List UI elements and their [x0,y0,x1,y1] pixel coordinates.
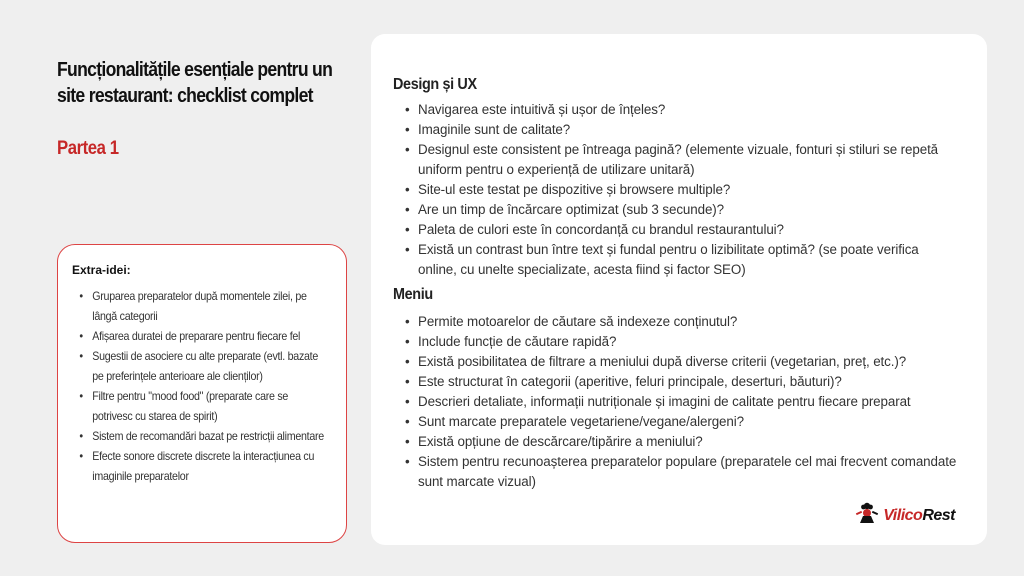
page-title: Funcționalitățile esențiale pentru un site restaurant: checklist complet [57,59,333,107]
part-label: Partea 1 [57,138,119,159]
list-item: • Există opțiune de descărcare/tipărire a meniului? [393,432,961,452]
list-item: • Navigarea este intuitivă și ușor de înțeles? [393,100,961,120]
list-item: • Gruparea preparatelor după momentele zilei, pe lângă categorii [72,287,330,327]
list-item: • Are un timp de încărcare optimizat (sub 3 secunde)? [393,200,961,220]
vilicorest-logo [855,502,955,529]
design-ux-list [393,100,961,280]
list-item: • Imaginile sunt de calitate? [393,120,961,140]
extra-ideas-list [72,287,332,487]
list-item: • Permite motoarelor de căutare să indexeze conținutul? [393,312,961,332]
extra-ideas-heading: Extra-idei: [72,263,131,277]
list-item: • Sistem de recomandări bazat pe restricții alimentare [72,427,330,447]
list-item: • Există posibilitatea de filtrare a meniului după diverse criterii (vegetarian, preț, etc.)? [393,352,961,372]
extra-ideas-box [57,244,347,543]
list-item: • Sunt marcate preparatele vegetariene/vegane/alergeni? [393,412,961,432]
menu-list [393,312,961,492]
list-item: • Sugestii de asociere cu alte preparate (evtl. bazate pe preferințele anterioare ale clienților) [72,347,330,387]
list-item: • Paleta de culori este în concordanță cu brandul restaurantului? [393,220,961,240]
design-ux-heading: Design și UX [393,76,477,93]
chef-mascot-icon [855,502,879,529]
menu-heading: Meniu [393,286,433,303]
list-item: • Există un contrast bun între text și fundal pentru o lizibilitate optimă? (se poate verifica online, cu unelte specializate, acesta fiind și factor SEO) [393,240,961,280]
checklist-card [371,34,987,545]
logo-wordmark: VilicoRest [883,506,955,524]
list-item: • Este structurat în categorii (aperitive, feluri principale, deserturi, băuturi)? [393,372,961,392]
list-item: • Descrieri detaliate, informații nutriționale și imagini de calitate pentru fiecare preparat [393,392,961,412]
list-item: • Include funcție de căutare rapidă? [393,332,961,352]
list-item: • Efecte sonore discrete discrete la interacțiunea cu imaginile preparatelor [72,447,330,487]
list-item: • Site-ul este testat pe dispozitive și browsere multiple? [393,180,961,200]
list-item: • Sistem pentru recunoașterea preparatelor populare (preparatele cel mai frecvent comandate sunt marcate vizual) [393,452,961,492]
list-item: • Afișarea duratei de preparare pentru fiecare fel [72,327,330,347]
list-item: • Designul este consistent pe întreaga pagină? (elemente vizuale, fonturi și stiluri se repetă uniform pentru o experiență de utilizare unitară) [393,140,961,180]
list-item: • Filtre pentru "mood food" (preparate care se potrivesc cu starea de spirit) [72,387,330,427]
